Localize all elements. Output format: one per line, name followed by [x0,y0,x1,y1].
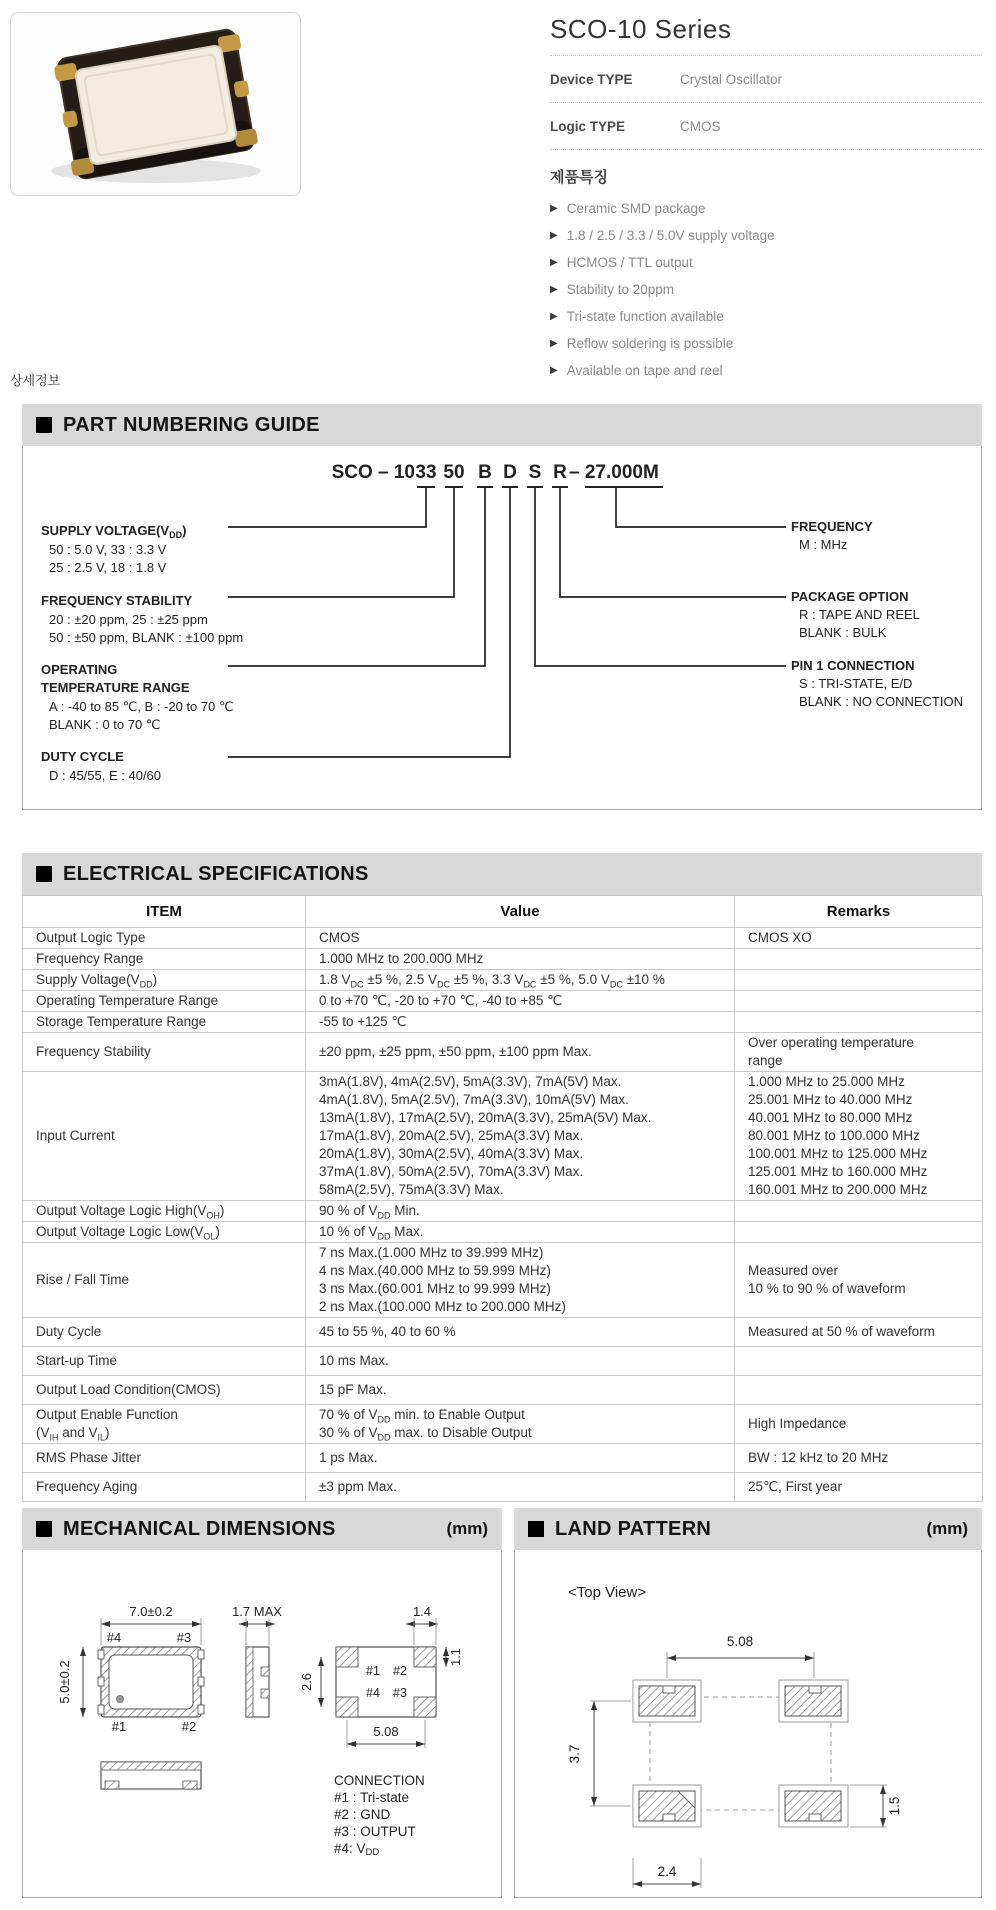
dim-body-height: 5.0±0.2 [57,1660,72,1704]
pn-option-line: S : TRI-STATE, E/D [799,676,913,691]
feature-item [550,195,982,222]
info-label: Logic TYPE [550,118,626,134]
connection-legend [334,1773,425,1858]
item-cell: Input Current [23,1072,306,1201]
remarks-cell [735,1222,983,1243]
dim-pad-width: 1.4 [412,1604,432,1619]
pin-label: #1 [366,1664,380,1678]
remarks-cell: Measured over 10 % to 90 % of waveform [735,1243,983,1318]
spec-row-supply-voltage [23,970,983,991]
land-pattern-box [514,1550,982,1898]
remarks-cell: High Impedance [735,1405,983,1444]
spec-row-operating-temp [23,991,983,1012]
dim-pad-height: 1.1 [448,1647,463,1667]
item-cell: RMS Phase Jitter [23,1444,306,1473]
feature-text: 1.8 / 2.5 / 3.3 / 5.0V supply voltage [566,228,775,243]
part-code-supply: 33 [415,462,437,483]
feature-text: Reflow soldering is possible [566,336,734,351]
dim-pitch-x: 5.08 [726,1634,754,1649]
item-cell: Output Voltage Logic $High(V_{OH})$ [23,1201,306,1222]
pin-label: #4 [366,1686,380,1700]
spec-row-rise-fall [23,1243,983,1318]
spec-row-phase-jitter [23,1444,983,1473]
section-header-bar [22,1508,502,1550]
features-heading: 제품특징 [550,169,608,186]
feature-item [550,303,982,330]
value-cell: 90 % of $V_{DD}$ Min. [306,1201,735,1222]
pn-option-line: 50 : 5.0 V, 33 : 3.3 V [49,542,167,557]
pn-option-line: D : 45/55, E : 40/60 [49,768,162,783]
section-electrical-specs [22,853,982,1502]
spec-row-output-logic-type [23,928,983,949]
spec-row-startup-time [23,1347,983,1376]
dim-pad-gap: 2.6 [299,1672,314,1692]
pn-option-line: M : MHz [799,537,848,552]
connection-heading: CONNECTION [334,1773,425,1788]
pn-option-line: 20 : ±20 ppm, 25 : ±25 ppm [49,612,208,627]
triangle-bullet-icon: ▶ [550,338,558,349]
feature-item [550,357,982,384]
remarks-cell [735,1347,983,1376]
value-cell: 7 ns Max.(1.000 MHz to 39.999 MHz) 4 ns Max.(40.000 MHz to 59.999 MHz) 3 ns Max.(60.001 MHz to 99.999 MHz) 2 ns Max.(100.000 MHz to 200.000 MHz) [306,1243,735,1318]
value-cell: 45 to 55 %, 40 to 60 % [306,1318,735,1347]
feature-text: Tri-state function available [566,309,724,324]
remarks-cell: 25℃, First year [735,1473,983,1502]
pin1-dot-marker [117,1696,124,1703]
spec-row-output-enable [23,1405,983,1444]
section-title: PART NUMBERING GUIDE [63,413,320,436]
remarks-cell: Measured at 50 % of waveform [735,1318,983,1347]
logic-type-row [550,103,982,150]
table-header-row [23,896,983,928]
top-view-label: <Top View> [568,1584,647,1601]
item-cell: Frequency Range [23,949,306,970]
item-cell: Frequency Stability [23,1033,306,1072]
feature-text: Ceramic SMD package [566,201,706,216]
pin-label: #3 [176,1630,192,1645]
triangle-bullet-icon: ▶ [550,284,558,295]
spec-row-storage-temp [23,1012,983,1033]
value-cell: -55 to +125 ℃ [306,1012,735,1033]
pn-option-line: BLANK : NO CONNECTION [799,694,963,709]
pn-label-operating: OPERATING [41,662,118,677]
remarks-cell: 1.000 MHz to 25.000 MHz 25.001 MHz to 40.000 MHz 40.001 MHz to 80.000 MHz 80.001 MHz to 100.000 MHz 100.001 MHz to 125.000 MHz 125.001 MHz to 160.000 MHz 160.001 MHz to 200.000 MHz [735,1072,983,1201]
feature-item [550,330,982,357]
pn-label-temperature-range: TEMPERATURE RANGE [41,680,190,695]
col-header-value: Value [306,896,735,928]
unit-label: (mm) [926,1519,968,1538]
item-cell: Rise / Fall Time [23,1243,306,1318]
remarks-cell [735,970,983,991]
part-numbering-box [22,446,982,810]
feature-item [550,249,982,276]
section-mechanical-dimensions [22,1508,502,1898]
feature-text: Available on tape and reel [566,363,723,378]
triangle-bullet-icon: ▶ [550,230,558,241]
remarks-cell [735,1012,983,1033]
value-cell: 70 % of $V_{DD}$ min. to Enable Output 30 % of $V_{DD}$ max. to Disable Output [306,1405,735,1444]
pn-label-supply-voltage: SUPPLY $VOLTAGE(V_{DD})$ [41,523,187,540]
pin-label: #2 [393,1664,407,1678]
dim-pitch-y: 3.7 [567,1744,582,1764]
feature-text: Stability to 20ppm [566,282,675,297]
remarks-cell: Over operating temperature range [735,1033,983,1072]
unit-label: (mm) [446,1519,488,1538]
remarks-cell [735,1201,983,1222]
item-cell: Output Voltage Logic $Low(V_{OL})$ [23,1222,306,1243]
value-cell: 1.000 MHz to 200.000 MHz [306,949,735,970]
col-header-item: ITEM [23,896,306,928]
part-code-prefix: SCO – 10 [331,462,415,483]
section-title: ELECTRICAL SPECIFICATIONS [63,862,369,885]
pn-option-line: BLANK : BULK [799,625,887,640]
spec-row-duty-cycle [23,1318,983,1347]
remarks-cell: BW : 12 kHz to 20 MHz [735,1444,983,1473]
part-code-suffix: – 27.000M [569,462,659,483]
remarks-cell [735,991,983,1012]
pn-label-duty-cycle: DUTY CYCLE [41,749,124,764]
pin-label: #2 [181,1719,197,1734]
value-cell: 10 ms Max. [306,1347,735,1376]
mechanical-drawing [23,1550,501,1896]
spec-row-voh [23,1201,983,1222]
value-cell: ±20 ppm, ±25 ppm, ±50 ppm, ±100 ppm Max. [306,1033,735,1072]
value-cell: 1.8 $V_{DC} \pm 5$ %, 2.5 $V_{DC} \pm 5$ %, 3.3 $V_{DC} \pm 5$ %, 5.0 $V_{DC} \pm 10$ % [306,970,735,991]
connector-lines [228,487,786,757]
connection-line: #3 : OUTPUT [334,1824,416,1839]
section-header-bar [22,404,982,446]
info-label: Device TYPE [550,71,633,87]
black-square-icon [36,1521,52,1537]
value-cell: CMOS [306,928,735,949]
triangle-bullet-icon: ▶ [550,311,558,322]
product-info [550,10,982,384]
dim-body-width: 7.0±0.2 [129,1604,173,1619]
dim-pad-height: 1.5 [887,1796,902,1816]
remarks-cell: CMOS XO [735,928,983,949]
section-part-numbering [22,404,982,810]
section-title: MECHANICAL DIMENSIONS [63,1517,336,1540]
section-title: LAND PATTERN [555,1517,712,1540]
pn-option-line: R : TAPE AND REEL [799,607,920,622]
land-pattern-drawing [515,1550,981,1896]
item-cell: Supply $Voltage(V_{DD})$ [23,970,306,991]
black-square-icon [36,866,52,882]
pn-label-package-option: PACKAGE OPTION [791,589,909,604]
part-code-package: R [553,462,567,483]
value-cell: ±3 ppm Max. [306,1473,735,1502]
section-land-pattern [514,1508,982,1898]
spec-row-input-current [23,1072,983,1201]
pn-option-line: BLANK : 0 to 70 ℃ [49,717,161,732]
item-cell: Storage Temperature Range [23,1012,306,1033]
part-code-duty: D [503,462,517,483]
product-photo [10,12,301,196]
remarks-cell [735,949,983,970]
value-cell: 15 pF Max. [306,1376,735,1405]
pn-option-line: 50 : ±50 ppm, BLANK : ±100 ppm [49,630,244,645]
black-square-icon [528,1521,544,1537]
spec-row-output-load [23,1376,983,1405]
pin-label: #3 [393,1686,407,1700]
spec-row-frequency-stability [23,1033,983,1072]
triangle-bullet-icon: ▶ [550,365,558,376]
info-value: CMOS [680,118,721,134]
features-list [550,195,982,384]
pn-label-frequency: FREQUENCY [791,519,873,534]
pn-label-frequency-stability: FREQUENCY STABILITY [41,593,193,608]
item-cell: Output Enable Function ($V_{IH}$ and $V_{IL}$) [23,1405,306,1444]
part-code-stability: 50 [443,462,465,483]
triangle-bullet-icon: ▶ [550,257,558,268]
part-code-pin1: S [528,462,542,483]
pn-option-line: A : -40 to 85 ℃, B : -20 to 70 ℃ [49,699,234,714]
oscillator-photo-illustration [11,13,300,195]
land-pads [633,1680,848,1827]
item-cell: Duty Cycle [23,1318,306,1347]
connection-line: #4: VDD [334,1841,380,1858]
dim-thickness: 1.7 MAX [232,1604,282,1619]
device-type-row [550,56,982,103]
detail-info-label: 상세정보 [10,373,61,388]
feature-text: HCMOS / TTL output [566,255,693,270]
part-number-diagram [23,446,981,808]
page-title: SCO-10 Series [550,14,732,44]
feature-item [550,276,982,303]
pin-label: #4 [106,1630,122,1645]
item-cell: Output Logic Type [23,928,306,949]
connection-line: #2 : GND [334,1807,391,1822]
item-cell: Output Load Condition(CMOS) [23,1376,306,1405]
dim-pad-width: 2.4 [657,1864,677,1879]
value-cell: 3mA(1.8V), 4mA(2.5V), 5mA(3.3V), 7mA(5V) Max. 4mA(1.8V), 5mA(2.5V), 7mA(3.3V), 10mA(5V) Max. 13mA(1.8V), 17mA(2.5V), 20mA(3.3V), 25mA(5V) Max. 17mA(1.8V), 20mA(2.5V), 25mA(3.3V) Max. 20mA(1.8V), 30mA(2.5V), 40mA(3.3V) Max. 37mA(1.8V), 50mA(2.5V), 70mA(3.3V) Max. 58mA(2.5V), 75mA(3.3V) Max. [306,1072,735,1201]
section-header-bar [22,853,982,895]
item-cell: Start-up Time [23,1347,306,1376]
dim-pad-pitch: 5.08 [373,1724,399,1739]
electrical-spec-table [22,895,983,1502]
col-header-remarks: Remarks [735,896,983,928]
pn-option-line: 25 : 2.5 V, 18 : 1.8 V [49,560,167,575]
value-cell: 0 to +70 ℃, -20 to +70 ℃, -40 to +85 ℃ [306,991,735,1012]
connection-line: #1 : Tri-state [334,1790,410,1805]
value-cell: 10 % of $V_{DD}$ Max. [306,1222,735,1243]
spec-row-frequency-range [23,949,983,970]
remarks-cell [735,1376,983,1405]
item-cell: Operating Temperature Range [23,991,306,1012]
part-code-temp: B [478,462,492,483]
value-cell: 1 ps Max. [306,1444,735,1473]
feature-item [550,222,982,249]
spec-row-vol [23,1222,983,1243]
black-square-icon [36,417,52,433]
item-cell: Frequency Aging [23,1473,306,1502]
pn-label-pin1-connection: PIN 1 CONNECTION [791,658,915,673]
mechanical-drawing-box [22,1550,502,1898]
pin-label: #1 [111,1719,127,1734]
triangle-bullet-icon: ▶ [550,203,558,214]
spec-row-frequency-aging [23,1473,983,1502]
info-value: Crystal Oscillator [680,71,783,87]
section-header-bar [514,1508,982,1550]
